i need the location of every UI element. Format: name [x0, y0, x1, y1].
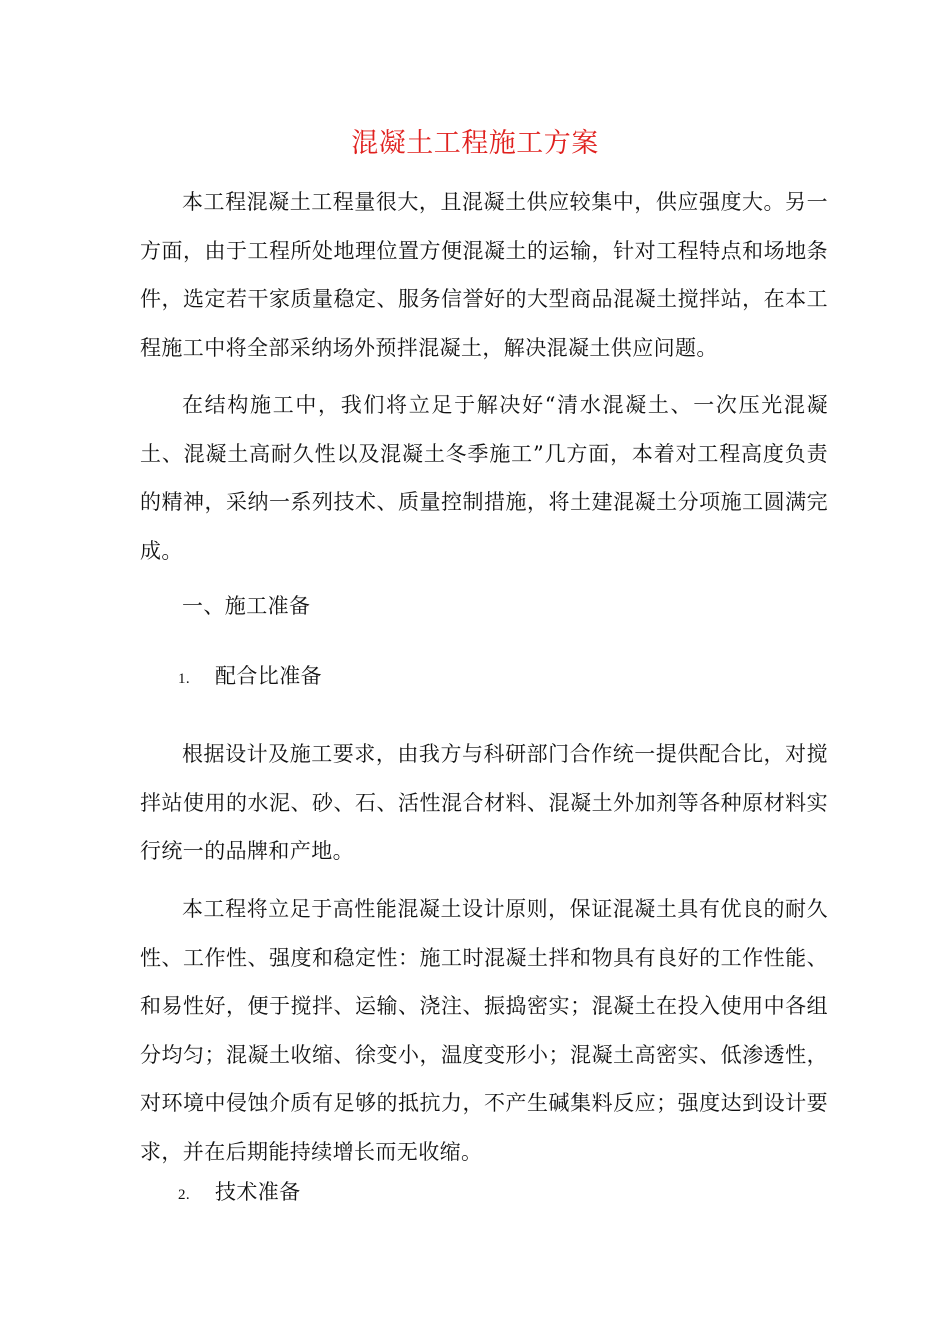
- mix-ratio-paragraph-2: 本工程将立足于高性能混凝土设计原则，保证混凝土具有优良的耐久性、工作性、强度和稳定性：施工时混凝土拌和物具有良好的工作性能、和易性好，便于搅拌、运输、浇注、振捣密实；混凝土在投入使用中各组分均匀；混凝土收缩、徐变小，温度变形小；混凝土高密实、低渗透性，对环境中侵蚀介质有足够的抵抗力，不产生碱集料反应；强度达到设计要求，并在后期能持续增长而无收缩。: [140, 897, 828, 1164]
- document-title: 混凝土工程施工方案: [351, 128, 599, 159]
- section-heading-construction-prep: 一、施工准备: [182, 594, 311, 618]
- mix-ratio-paragraph-1: 根据设计及施工要求，由我方与科研部门合作统一提供配合比，对搅拌站使用的水泥、砂、石、活性混合材料、混凝土外加剂等各种原材料实行统一的品牌和产地。: [140, 742, 828, 863]
- subheading-mix-ratio-prep: [178, 656, 322, 699]
- subheading-label: 技术准备: [215, 1180, 301, 1204]
- subheading-label: 配合比准备: [215, 664, 322, 688]
- subheading-number: 1.: [178, 671, 191, 687]
- subheading-technical-prep: [178, 1172, 301, 1215]
- subheading-number: 2.: [178, 1187, 191, 1203]
- intro-paragraph-1: 本工程混凝土工程量很大，且混凝土供应较集中，供应强度大。另一方面，由于工程所处地理位置方便混凝土的运输，针对工程特点和场地条件，选定若干家质量稳定、服务信誉好的大型商品混凝土搅拌站，在本工程施工中将全部采纳场外预拌混凝土，解决混凝土供应问题。: [140, 190, 828, 360]
- intro-paragraph-2: 在结构施工中，我们将立足于解决好“清水混凝土、一次压光混凝土、混凝土高耐久性以及混凝土冬季施工”几方面，本着对工程高度负责的精神，采纳一系列技术、质量控制措施，将土建混凝土分项施工圆满完成。: [140, 393, 828, 563]
